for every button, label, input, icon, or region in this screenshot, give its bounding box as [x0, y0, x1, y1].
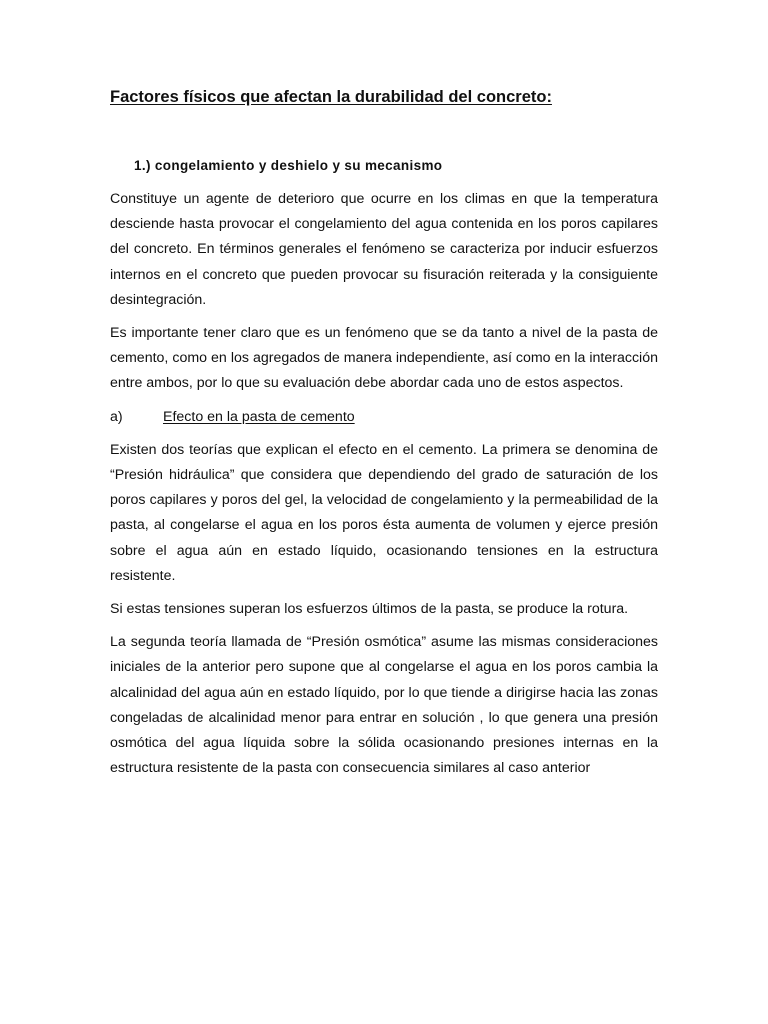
subsection-label: Efecto en la pasta de cemento	[163, 408, 355, 425]
paragraph-scope: Es importante tener claro que es un fenómeno que se da tanto a nivel de la pasta de cemento, como en los agregados de manera independiente, así como en la interacción entre ambos, por lo que su evaluación debe abordar cada uno de estos aspectos.	[110, 325, 658, 392]
paragraph-rupture: Si estas tensiones superan los esfuerzos últimos de la pasta, se produce la rotura.	[110, 601, 629, 618]
section-heading: 1.) congelamiento y deshielo y su mecanismo	[134, 158, 443, 173]
paragraph-definition: Constituye un agente de deterioro que ocurre en los climas en que la temperatura desciende hasta provocar el congelamiento del agua contenida en los poros capilares del concreto. En términos generales el fenómeno se caracteriza por inducir esfuerzos internos en el concreto que pueden provocar su fisuración reiterada y la consiguiente desintegración.	[110, 191, 658, 308]
subsection-heading	[110, 405, 658, 430]
document-title: Factores físicos que afectan la durabilidad del concreto:	[110, 88, 552, 106]
subsection-marker: a)	[110, 408, 123, 425]
paragraph-hydraulic-pressure: Existen dos teorías que explican el efecto en el cemento. La primera se denomina de “Presión hidráulica” que considera que dependiendo del grado de saturación de los poros capilares y poros del gel, la velocidad de congelamiento y la permeabilidad de la pasta, al congelarse el agua en los poros ésta aumenta de volumen y ejerce presión sobre el agua aún en estado líquido, ocasionando tensiones en la estructura resistente.	[110, 441, 658, 584]
document-body	[110, 86, 658, 781]
paragraph-osmotic-pressure: La segunda teoría llamada de “Presión osmótica” asume las mismas consideraciones iniciales de la anterior pero supone que al congelarse el agua en los poros cambia la alcalinidad del agua aún en estado líquido, por lo que tiende a dirigirse hacia las zonas congeladas de alcalinidad menor para entrar en solución , lo que genera una presión osmótica del agua líquida sobre la sólida ocasionando presiones internas en la estructura resistente de la pasta con consecuencia similares al caso anterior	[110, 634, 658, 777]
